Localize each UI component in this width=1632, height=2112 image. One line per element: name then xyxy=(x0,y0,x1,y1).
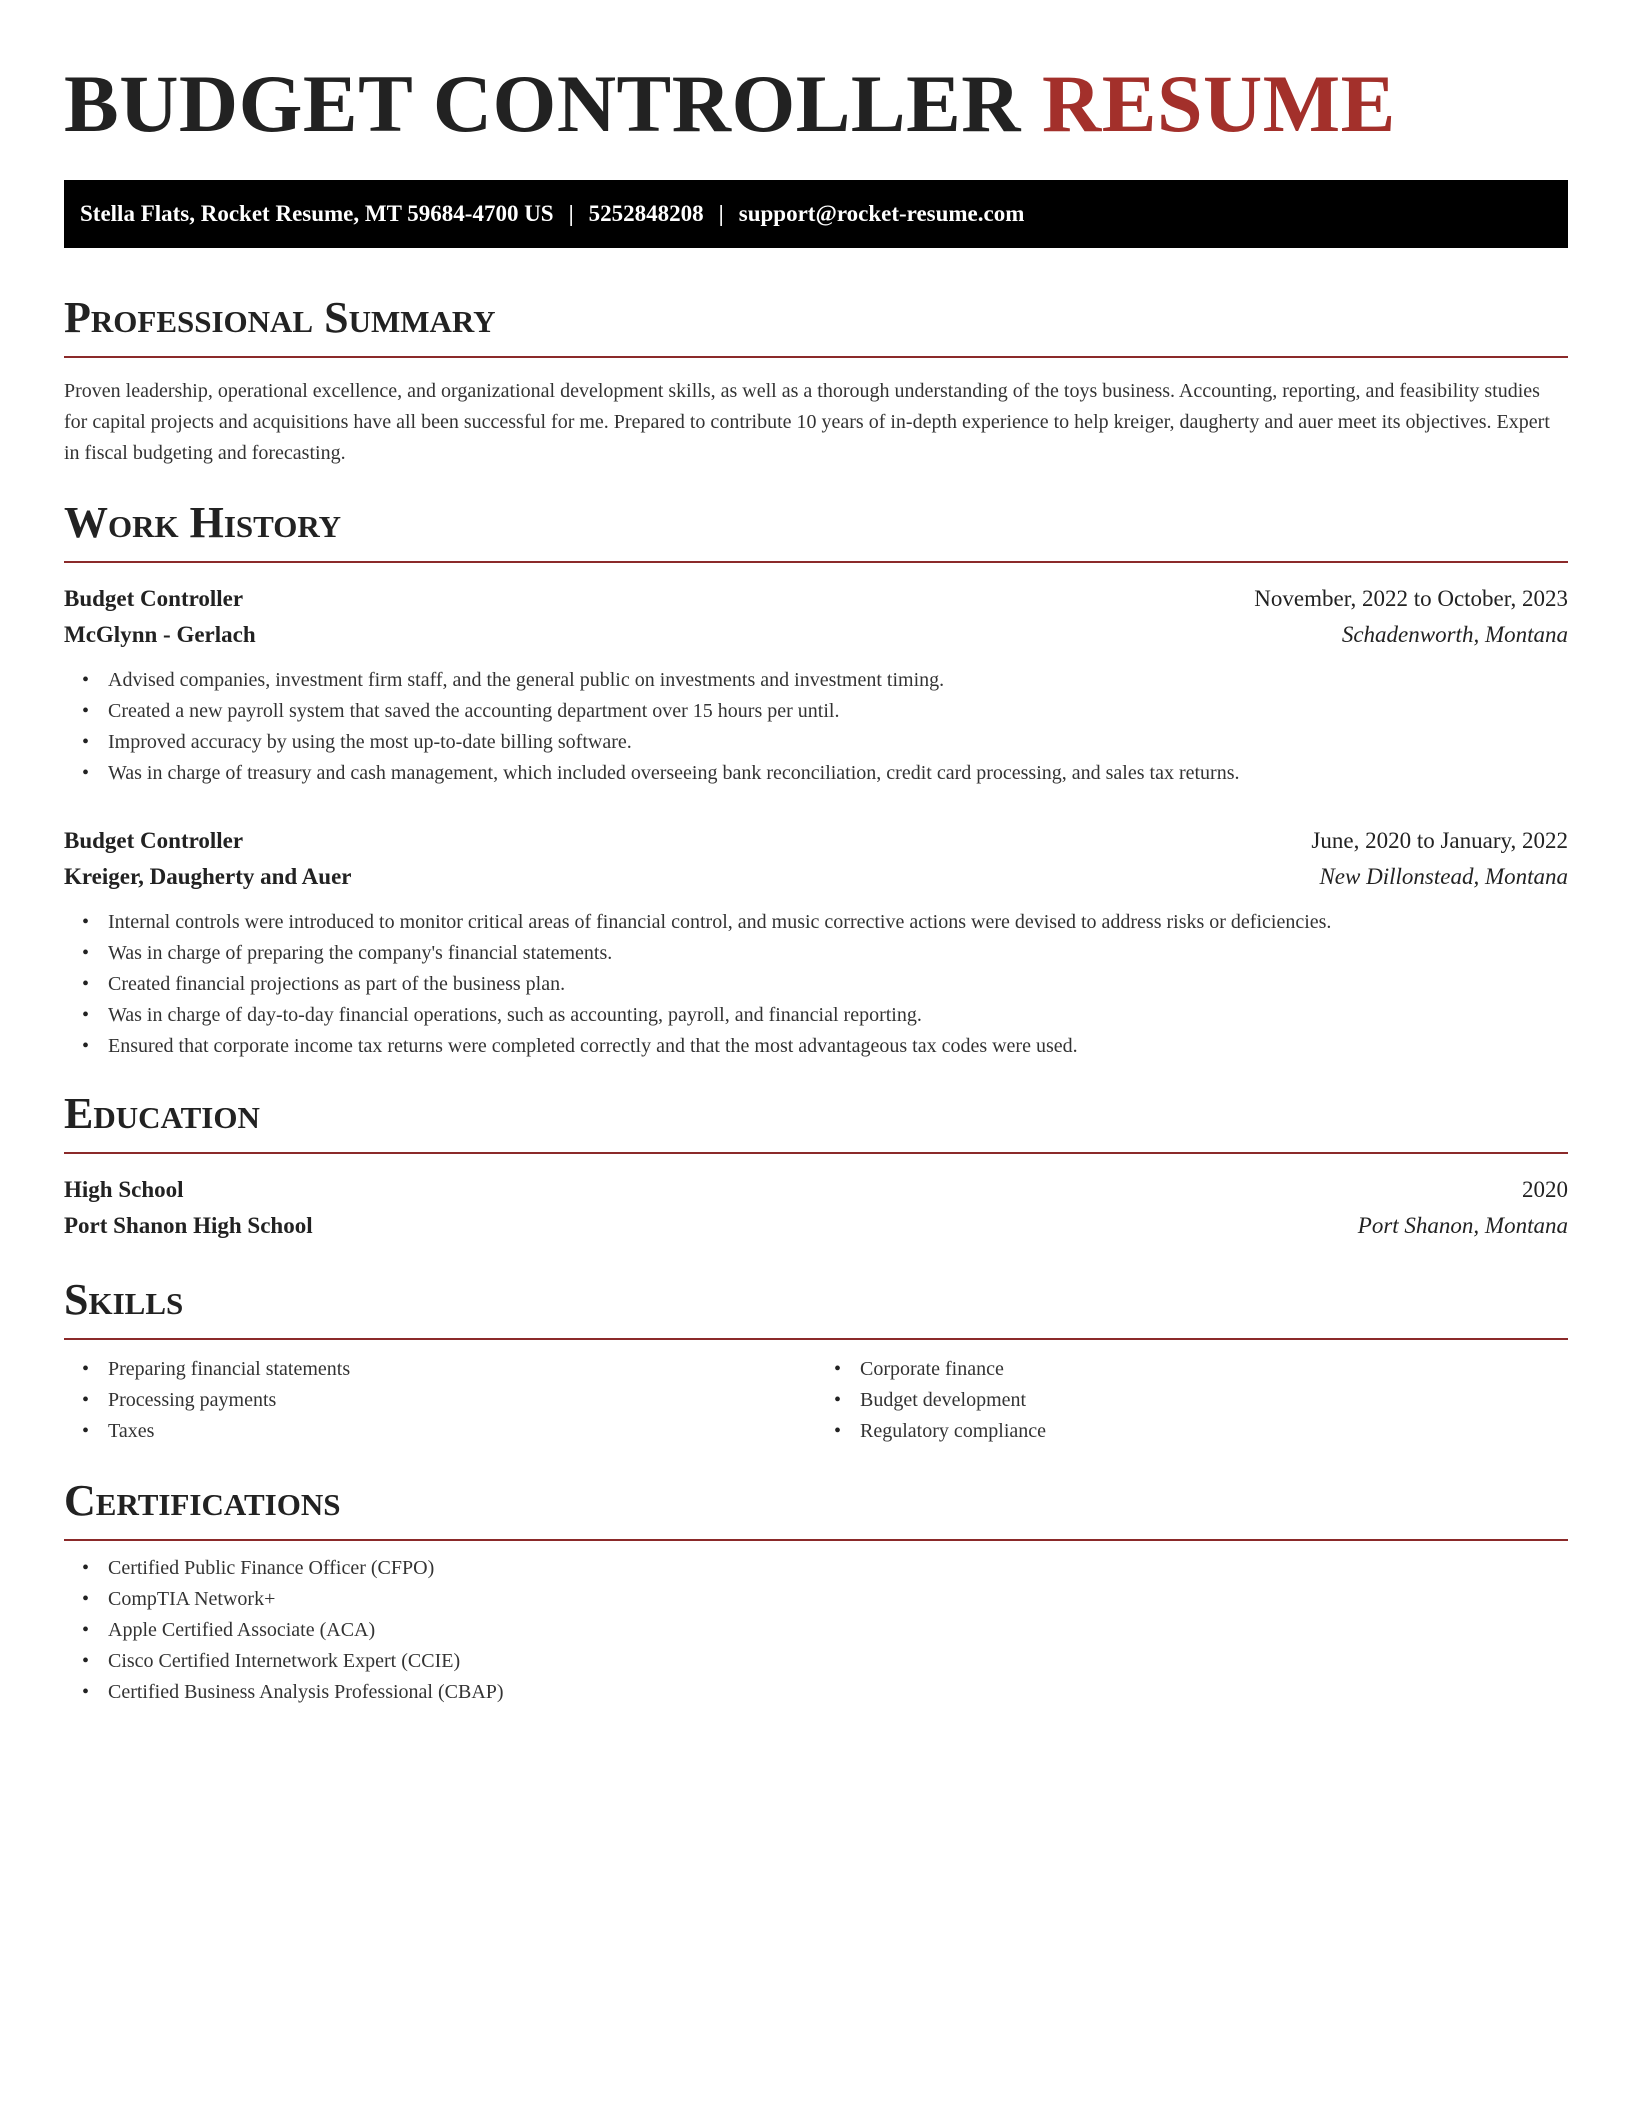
skills-grid xyxy=(64,1354,1568,1447)
job-duties-list xyxy=(64,907,1568,1062)
list-item: • Improved accuracy by using the most up-to-date billing software. xyxy=(108,727,1568,758)
summary-heading: Professional Summary xyxy=(64,293,496,342)
job-title: Budget Controller xyxy=(64,586,244,611)
job-location: New Dillonstead, Montana xyxy=(1319,864,1568,889)
education-location: Port Shanon, Montana xyxy=(1357,1213,1568,1238)
work-history-section xyxy=(64,497,1568,1062)
certifications-list xyxy=(64,1553,1568,1708)
skills-heading: Skills xyxy=(64,1275,184,1324)
contact-address: Stella Flats, Rocket Resume, MT 59684-4700 US xyxy=(80,201,554,226)
education-section xyxy=(64,1088,1568,1244)
list-item: • Certified Business Analysis Professional (CBAP) xyxy=(108,1677,1568,1708)
list-item: • Was in charge of preparing the company's financial statements. xyxy=(108,938,1568,969)
skills-list-left xyxy=(64,1354,816,1447)
contact-phone: 5252848208 xyxy=(588,201,704,226)
section-divider xyxy=(64,561,1568,563)
section-divider xyxy=(64,1338,1568,1340)
education-degree: High School xyxy=(64,1177,184,1202)
contact-email: support@rocket-resume.com xyxy=(738,201,1025,226)
list-item: • Cisco Certified Internetwork Expert (CCIE) xyxy=(108,1646,1568,1677)
summary-section xyxy=(64,292,1568,469)
skills-list-right xyxy=(816,1354,1568,1447)
summary-text: Proven leadership, operational excellence, and organizational development skills, as well as a thorough understanding of the toys business. Accounting, reporting, and feasibility studies for capital projects and acquisitions have all been successful for me. Prepared to contribute 10 years of in-depth experience to help kreiger, daugherty and auer meet its objectives. Expert in fiscal budgeting and forecasting. xyxy=(64,380,1550,464)
certifications-section xyxy=(64,1475,1568,1708)
job-dates: June, 2020 to January, 2022 xyxy=(1311,828,1568,853)
job-company: McGlynn - Gerlach xyxy=(64,622,256,647)
contact-separator: | xyxy=(718,201,724,226)
list-item: • Was in charge of treasury and cash management, which included overseeing bank reconciliation, credit card processing, and sales tax returns. xyxy=(108,758,1568,789)
education-entry xyxy=(64,1172,1568,1244)
list-item: • Was in charge of day-to-day financial operations, such as accounting, payroll, and financial reporting. xyxy=(108,1000,1568,1031)
certifications-heading: Certifications xyxy=(64,1476,341,1525)
section-divider xyxy=(64,1152,1568,1154)
education-heading: Education xyxy=(64,1089,260,1138)
title-accent: RESUME xyxy=(1042,58,1396,149)
list-item: • Ensured that corporate income tax returns were completed correctly and that the most advantageous tax codes were used. xyxy=(108,1031,1568,1062)
education-school: Port Shanon High School xyxy=(64,1213,313,1238)
job-duties-list xyxy=(64,665,1568,789)
contact-separator: | xyxy=(568,201,574,226)
resume-title xyxy=(64,56,1568,152)
job-dates: November, 2022 to October, 2023 xyxy=(1254,586,1568,611)
job-entry xyxy=(64,823,1568,1062)
title-main: BUDGET CONTROLLER xyxy=(64,58,1022,149)
contact-bar xyxy=(64,180,1568,248)
list-item: • Created financial projections as part of the business plan. xyxy=(108,969,1568,1000)
list-item: • Regulatory compliance xyxy=(860,1416,1568,1447)
section-divider xyxy=(64,356,1568,358)
work-history-heading: Work History xyxy=(64,498,342,547)
skills-section xyxy=(64,1274,1568,1447)
list-item: • Apple Certified Associate (ACA) xyxy=(108,1615,1568,1646)
job-company: Kreiger, Daugherty and Auer xyxy=(64,864,352,889)
job-title: Budget Controller xyxy=(64,828,244,853)
list-item: • Created a new payroll system that saved the accounting department over 15 hours per until. xyxy=(108,696,1568,727)
list-item: • Preparing financial statements xyxy=(108,1354,816,1385)
job-location: Schadenworth, Montana xyxy=(1341,622,1568,647)
list-item: • Processing payments xyxy=(108,1385,816,1416)
list-item: • Taxes xyxy=(108,1416,816,1447)
list-item: • Internal controls were introduced to monitor critical areas of financial control, and music corrective actions were devised to address risks or deficiencies. xyxy=(108,907,1568,938)
list-item: • Certified Public Finance Officer (CFPO) xyxy=(108,1553,1568,1584)
education-year: 2020 xyxy=(1522,1177,1568,1202)
job-entry xyxy=(64,581,1568,789)
list-item: • CompTIA Network+ xyxy=(108,1584,1568,1615)
list-item: • Advised companies, investment firm staff, and the general public on investments and investment timing. xyxy=(108,665,1568,696)
section-divider xyxy=(64,1539,1568,1541)
list-item: • Budget development xyxy=(860,1385,1568,1416)
list-item: • Corporate finance xyxy=(860,1354,1568,1385)
